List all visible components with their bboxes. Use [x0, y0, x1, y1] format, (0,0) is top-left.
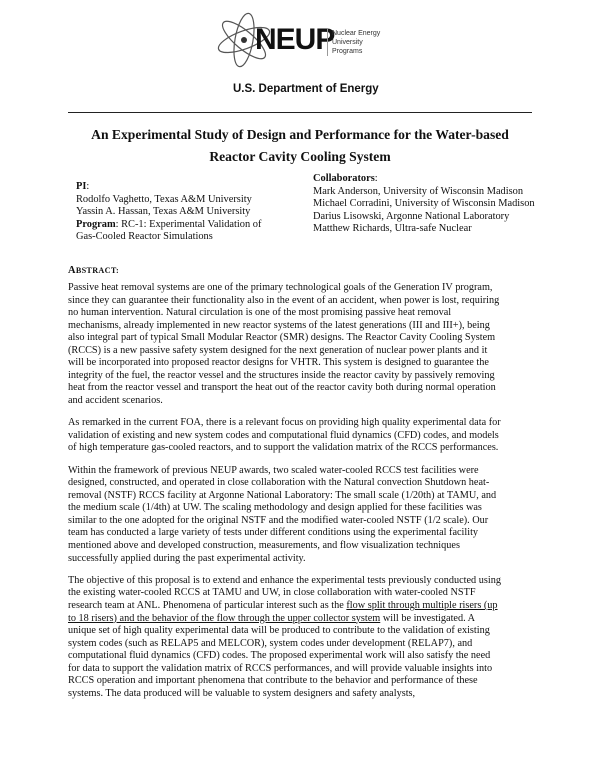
p4-line: the existing water-cooled RCCS at TAMU and UW, in close collaboration with water-cooled NSTF	[68, 587, 476, 599]
p4-line	[68, 613, 538, 626]
paragraph-1	[68, 282, 538, 407]
p4-text: will be investigated. A	[380, 612, 476, 624]
collaborator-4: Matthew Richards, Ultra-safe Nuclear	[313, 223, 472, 235]
p1-line: (RCCS) is a new passive safety system designed for the next generation of nuclear power plants and it	[68, 344, 488, 356]
title-line1: An Experimental Study of Design and Performance for the Water-based	[91, 127, 509, 142]
p4-underlined-text: flow split through multiple risers (up	[346, 599, 498, 611]
header-divider	[68, 112, 532, 113]
logo-subtitle-line1: Nuclear Energy	[332, 30, 381, 37]
pi-label: PI	[76, 181, 87, 192]
page-title	[60, 124, 540, 168]
abstract-body	[68, 282, 538, 710]
p3-line: the medium scale (1/4th) at UW. The scaling methodology and design applied for these facilities was	[68, 502, 482, 514]
collaborator-1: Mark Anderson, University of Wisconsin Madison	[313, 185, 524, 197]
p4-line: systems. The data produced will be valuable to system designers and safety analysts,	[68, 687, 416, 699]
p4-line	[68, 600, 538, 613]
p4-line: The objective of this proposal is to extend and enhance the experimental tests previously conducted using	[68, 574, 501, 586]
collaborator-3: Darius Lisowski, Argonne National Laboratory	[313, 210, 510, 222]
p3-line: team has conducted a large variety of tests under different conditions using the experimental facility	[68, 527, 479, 539]
p3-line: successfully applied during the past experimental activity.	[68, 552, 306, 564]
title-line2: Reactor Cavity Cooling System	[209, 149, 391, 164]
p3-line: mentioned above and developed construction, measurements, and flow visualization techniques	[68, 539, 460, 551]
pi-name-1: Rodolfo Vaghetto, Texas A&M University	[76, 193, 252, 205]
p1-line: Passive heat removal systems are one of the primary technological goals of the Generation IV program,	[68, 282, 493, 293]
p4-line: system codes (such as RELAP5 and MELCOR), system codes under development (RELAP7), and	[68, 637, 473, 649]
department-name: U.S. Department of Energy	[233, 83, 379, 95]
p1-line: mechanisms, already implemented in new reactor systems of the latest generations (III and III+), being	[68, 319, 490, 331]
paragraph-3	[68, 465, 538, 565]
program-line	[76, 219, 261, 232]
p4-line: computational fluid dynamics (CFD) codes. The proposed experimental work will also satisfy the need	[68, 650, 491, 662]
p3-line: Within the framework of previous NEUP awards, two scaled water-cooled RCCS test facilities were	[68, 464, 479, 476]
p1-line: integrity of the fuel, the reactor vessel and the structures inside the reactor cavity by passively removing	[68, 369, 495, 381]
pi-name-2: Yassin A. Hassan, Texas A&M University	[76, 206, 251, 218]
p4-underlined-text: to 18 risers) and the behavior of the flow through the upper collector system	[68, 612, 381, 624]
p3-line: similar to the one adopted for the original NSTF and the modified water-cooled NSTF (1/2 scale). Our	[68, 514, 489, 526]
p4-line: unique set of high quality experimental data will be produced to contribute to the validation of existing	[68, 625, 490, 637]
p4-text: research team at ANL. Phenomena of particular interest such as the	[68, 599, 347, 611]
p2-line: validation of existing and new system codes and computational fluid dynamics (CFD) codes, and models	[68, 429, 499, 441]
paragraph-2	[68, 417, 538, 455]
p2-line: As remarked in the current FOA, there is a relevant focus on providing high quality experimental data for	[68, 417, 501, 429]
pi-section	[76, 181, 261, 244]
p1-line: heat from the reactor vessel and transport the heat out of the reactor cavity both during normal operation	[68, 382, 496, 394]
abstract-heading	[68, 265, 119, 276]
p4-line: RCCS operation and important phenomena that contribute to the behavior and performance of these	[68, 675, 478, 687]
collaborators-heading: Collaborators:	[313, 173, 378, 184]
p4-line: for data to support the validation matrix of RCCS performances, and will provide valuable insights into	[68, 662, 493, 674]
p1-line: since they can guarantee their functionality also in the event of an accident, when power is lost, requiring	[68, 294, 500, 306]
p1-line: and accident scenarios.	[68, 394, 163, 406]
p1-line: also integral part of typical Small Modular Reactor (SMR) designs. The Reactor Cavity Cooling System	[68, 332, 496, 344]
p3-line: removal (NSTF) RCCS facility at Argonne National Laboratory: The small scale (1/20th) at TAMU, and	[68, 489, 497, 501]
abstract-heading-initial: A	[68, 265, 76, 276]
neup-logo	[214, 10, 384, 70]
program-text-2: Gas-Cooled Reactor Simulations	[76, 231, 213, 243]
collaborators-section	[313, 173, 535, 236]
p2-line: of high temperature gas-cooled reactors, and to support the validation matrix of the RCCS performances.	[68, 442, 499, 454]
logo-subtitle-line2: University Programs	[332, 39, 363, 55]
program-label: Program	[76, 218, 116, 230]
abstract-heading-rest: BSTRACT:	[75, 266, 120, 275]
logo-wordmark: NEUP	[255, 23, 335, 56]
p1-line: no human intervention. Natural circulation is one of the most promising passive heat removal	[68, 307, 452, 319]
paragraph-4	[68, 575, 538, 700]
collaborators-label: Collaborators	[313, 173, 375, 184]
program-text-1: : RC-1: Experimental Validation of	[115, 218, 262, 230]
p1-line: will be incorporated into proposed reactor designs for VHTR. This system is designed to guarantee the	[68, 357, 489, 369]
collaborator-2: Michael Corradini, University of Wisconsin Madison	[313, 198, 535, 210]
pi-heading: PI:	[76, 181, 90, 192]
logo-subtitle	[327, 29, 384, 56]
p3-line: designed, constructed, and operated in close collaboration with the Natural convection Shutdown heat-	[68, 477, 490, 489]
